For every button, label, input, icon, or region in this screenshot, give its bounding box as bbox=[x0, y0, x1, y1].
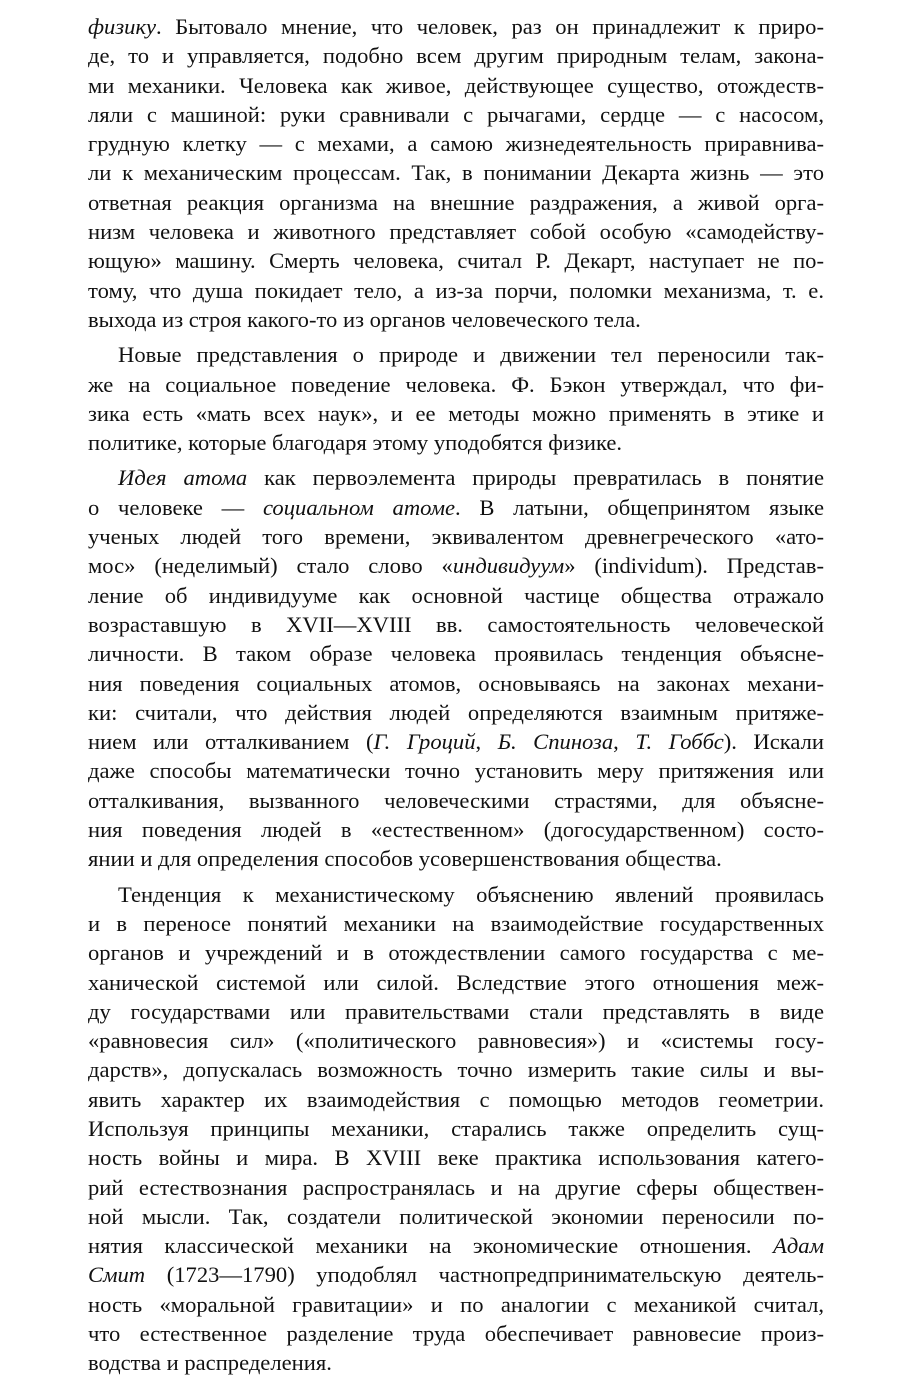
italic-run: Смит bbox=[88, 1262, 146, 1288]
text-run: мос» (неделимый) стало слово « bbox=[88, 553, 453, 579]
text-line bbox=[88, 815, 824, 844]
text-line bbox=[88, 968, 824, 997]
text-run: о человеке — bbox=[88, 494, 263, 520]
text-line bbox=[88, 463, 824, 492]
text-run: и в переносе понятий механики на взаимодействие государственных bbox=[88, 910, 824, 936]
text-run: ляли с машиной: руки сравнивали с рычагами, сердце — с насосом, bbox=[88, 101, 824, 127]
text-run: , bbox=[475, 729, 498, 755]
paragraph bbox=[88, 340, 824, 457]
text-line bbox=[88, 727, 824, 756]
text-run: Новые представления о природе и движении тел переносили так- bbox=[118, 342, 824, 368]
text-run: . В латыни, общепринятом языке bbox=[455, 494, 824, 520]
text-line bbox=[88, 1085, 824, 1114]
text-run: » (individum). Представ- bbox=[564, 553, 825, 579]
text-line bbox=[88, 1114, 824, 1143]
book-page-text bbox=[88, 12, 824, 1378]
text-run: дарств», допускалась возможность точно измерить такие силы и вы- bbox=[88, 1057, 824, 1083]
text-run: ность «моральной гравитации» и по аналогии с механикой считал, bbox=[88, 1291, 824, 1317]
text-line bbox=[88, 188, 824, 217]
text-run: ли к механическим процессам. Так, в понимании Декарта жизнь — это bbox=[88, 160, 824, 186]
text-line bbox=[88, 610, 824, 639]
text-line bbox=[88, 844, 824, 873]
text-line bbox=[88, 41, 824, 70]
text-run: ученых людей того времени, эквивалентом древнегреческого «ато- bbox=[88, 524, 824, 550]
text-run: возраставшую в XVII—XVIII вв. самостоятельность человеческой bbox=[88, 611, 824, 637]
text-line bbox=[88, 1202, 824, 1231]
text-line bbox=[88, 370, 824, 399]
text-line bbox=[88, 246, 824, 275]
italic-run: Б. Спиноза bbox=[497, 729, 614, 755]
italic-run: Т. Гоббс bbox=[635, 729, 724, 755]
text-line bbox=[88, 1055, 824, 1084]
text-run: отталкивания, вызванного человеческими страстями, для объясне- bbox=[88, 787, 824, 813]
text-run: ния поведения социальных атомов, основываясь на законах механи- bbox=[88, 670, 824, 696]
text-line bbox=[88, 551, 824, 580]
text-run: как первоэлемента природы превратилась в понятие bbox=[247, 465, 824, 491]
text-run: ния поведения людей в «естественном» (догосударственном) состо- bbox=[88, 817, 824, 843]
text-line bbox=[88, 158, 824, 187]
text-line bbox=[88, 880, 824, 909]
text-line bbox=[88, 522, 824, 551]
paragraph bbox=[88, 12, 824, 334]
text-line bbox=[88, 1231, 824, 1260]
text-run: ми механики. Человека как живое, действующее существо, отождеств- bbox=[88, 72, 824, 98]
text-run: низм человека и животного представляет собой особую «самодейству- bbox=[88, 219, 824, 245]
text-run: , bbox=[613, 729, 636, 755]
text-line bbox=[88, 698, 824, 727]
text-line bbox=[88, 12, 824, 41]
text-line bbox=[88, 909, 824, 938]
text-line bbox=[88, 639, 824, 668]
text-line bbox=[88, 305, 824, 334]
text-line bbox=[88, 997, 824, 1026]
italic-run: физику bbox=[88, 14, 157, 39]
text-line bbox=[88, 340, 824, 369]
text-line bbox=[88, 1026, 824, 1055]
text-run: зика есть «мать всех наук», и ее методы можно применять в этике и bbox=[88, 400, 824, 426]
text-line bbox=[88, 756, 824, 785]
text-run: рий естествознания распространялась и на другие сферы обществен- bbox=[88, 1174, 824, 1200]
text-run: политике, которые благодаря этому уподобятся физике. bbox=[88, 430, 623, 456]
text-run: де, то и управляется, подобно всем другим природным телам, закона- bbox=[88, 43, 824, 69]
text-line bbox=[88, 1290, 824, 1319]
text-run: ду государствами или правительствами стали представлять в виде bbox=[88, 998, 824, 1024]
italic-run: социальном атоме bbox=[262, 494, 456, 520]
text-line bbox=[88, 1319, 824, 1348]
text-run: явить характер их взаимодействия с помощью методов геометрии. bbox=[88, 1086, 824, 1112]
italic-run: Адам bbox=[773, 1233, 824, 1259]
text-line bbox=[88, 493, 824, 522]
text-line bbox=[88, 581, 824, 610]
paragraph bbox=[88, 463, 824, 873]
text-run: (1723—1790) уподоблял частнопредпринимательскую деятель- bbox=[145, 1262, 824, 1288]
text-run: Тенденция к механистическому объяснению явлений проявилась bbox=[118, 881, 824, 907]
italic-run: Идея атома bbox=[118, 465, 248, 491]
text-run: водства и распределения. bbox=[88, 1350, 332, 1376]
text-line bbox=[88, 71, 824, 100]
text-run: личности. В таком образе человека проявилась тенденция объясне- bbox=[88, 641, 824, 667]
text-line bbox=[88, 1173, 824, 1202]
text-run: «равновесия сил» («политического равновесия») и «системы госу- bbox=[88, 1028, 824, 1054]
paragraph bbox=[88, 880, 824, 1378]
text-run: выхода из строя какого-то из органов человеческого тела. bbox=[88, 306, 641, 332]
text-run: ответная реакция организма на внешние раздражения, а живой орга- bbox=[88, 189, 824, 215]
text-line bbox=[88, 1348, 824, 1377]
text-run: ющую» машину. Смерть человека, считал Р. Декарт, наступает не по- bbox=[88, 248, 824, 274]
text-line bbox=[88, 938, 824, 967]
text-run: тому, что душа покидает тело, а из-за порчи, поломки механизма, т. е. bbox=[88, 277, 824, 303]
text-line bbox=[88, 1260, 824, 1289]
text-run: янии и для определения способов усовершенствования общества. bbox=[88, 846, 722, 872]
text-run: даже способы математически точно установить меру притяжения или bbox=[88, 758, 824, 784]
text-run: ханической системой или силой. Вследствие этого отношения меж- bbox=[88, 969, 824, 995]
text-line bbox=[88, 669, 824, 698]
text-run: нятия классической механики на экономические отношения. bbox=[88, 1233, 774, 1259]
text-run: ). Искали bbox=[723, 729, 824, 755]
text-line bbox=[88, 786, 824, 815]
text-line bbox=[88, 399, 824, 428]
text-run: . Бытовало мнение, что человек, раз он принадлежит к приро- bbox=[156, 14, 824, 39]
text-run: что естественное разделение труда обеспечивает равновесие произ- bbox=[88, 1321, 824, 1347]
text-line bbox=[88, 100, 824, 129]
text-run: ки: считали, что действия людей определяются взаимным притяже- bbox=[88, 699, 824, 725]
italic-run: Г. Гроций bbox=[373, 729, 476, 755]
text-run: ной мысли. Так, создатели политической экономии переносили по- bbox=[88, 1203, 824, 1229]
text-line bbox=[88, 428, 824, 457]
text-line bbox=[88, 1143, 824, 1172]
text-run: органов и учреждений и в отождествлении самого государства с ме- bbox=[88, 940, 824, 966]
text-run: ность войны и мира. В XVIII веке практика использования катего- bbox=[88, 1145, 824, 1171]
text-run: Используя принципы механики, старались также определить сущ- bbox=[88, 1115, 824, 1141]
text-run: же на социальное поведение человека. Ф. Бэкон утверждал, что фи- bbox=[88, 371, 824, 397]
text-run: нием или отталкиванием ( bbox=[88, 729, 374, 755]
text-line bbox=[88, 276, 824, 305]
italic-run: индивидуум bbox=[452, 553, 565, 579]
text-line bbox=[88, 217, 824, 246]
text-line bbox=[88, 129, 824, 158]
text-run: грудную клетку — с мехами, а самою жизнедеятельность приравнива- bbox=[88, 131, 824, 157]
text-run: ление об индивидууме как основной частице общества отражало bbox=[88, 582, 824, 608]
